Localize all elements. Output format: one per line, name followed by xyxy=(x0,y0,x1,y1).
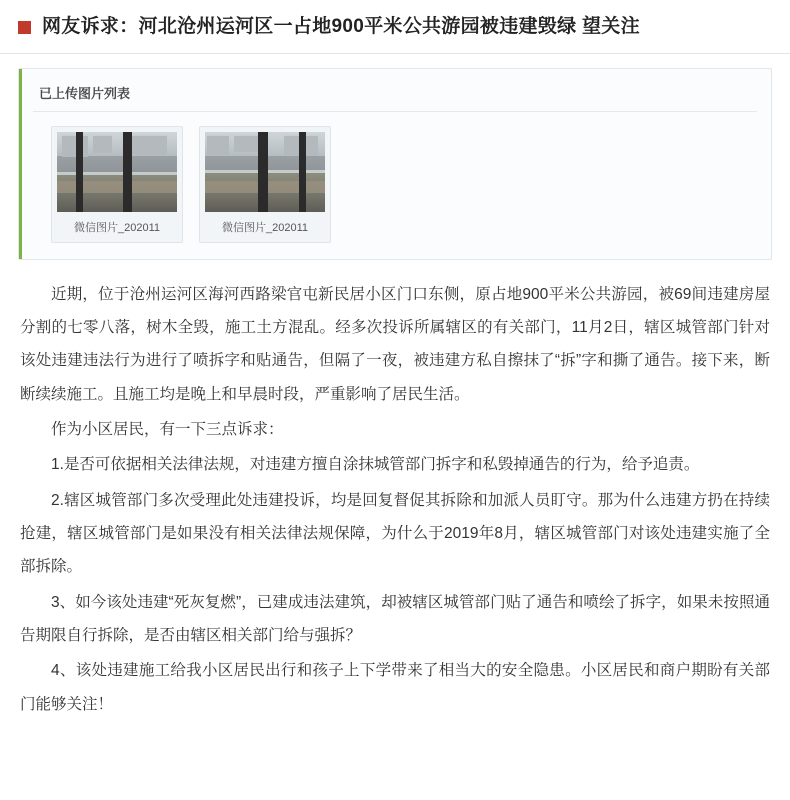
page-title: 网友诉求：河北沧州运河区一占地900平米公共游园被违建毁绿 望关注 xyxy=(42,16,640,37)
photo-pole-shape xyxy=(299,132,306,212)
article-paragraph: 作为小区居民，有一下三点诉求： xyxy=(51,421,284,439)
thumbnail-caption: 微信图片_202011 xyxy=(73,221,160,234)
photo-building-shape xyxy=(62,135,88,157)
article-paragraph: 3、如今该处违建“死灰复燃”，已建成违法建筑，却被辖区城管部门贴了通告和喷绘了拆字，如果未按照通告期限自行拆除，是否由辖区相关部门给与强拆？ xyxy=(20,593,770,644)
photo-pole-shape xyxy=(123,132,132,212)
thumbnail-item[interactable] xyxy=(199,126,331,243)
photo-dirt-region xyxy=(57,181,177,192)
thumbnail-list xyxy=(33,126,757,243)
photo-building-shape xyxy=(93,135,112,153)
page-title-bar xyxy=(0,0,790,54)
title-marker-icon xyxy=(18,21,31,34)
uploaded-images-title: 已上传图片列表 xyxy=(33,81,757,112)
thumbnail-caption: 微信图片_202011 xyxy=(221,221,308,234)
article-paragraph: 2.辖区城管部门多次受理此处违建投诉，均是回复督促其拆除和加派人员盯守。那为什么违建方扔在持续抢建，辖区城管部门是如果没有相关法律法规保障，为什么于2019年8月，辖区城管部门对该处违建实施了全部拆除。 xyxy=(20,491,770,576)
thumbnail-image[interactable] xyxy=(57,132,177,212)
photo-rail-line xyxy=(57,172,177,175)
thumbnail-image[interactable] xyxy=(205,132,325,212)
article-body xyxy=(0,260,790,721)
article-paragraph: 4、该处违建施工给我小区居民出行和孩子上下学带来了相当大的安全隐患。小区居民和商户期盼有关部门能够关注！ xyxy=(20,662,770,713)
photo-ground-region xyxy=(57,173,177,211)
uploaded-images-panel xyxy=(18,68,772,260)
panel-accent-bar xyxy=(19,69,22,259)
photo-pole-shape xyxy=(76,132,83,212)
photo-pole-shape xyxy=(258,132,268,212)
article-paragraph: 近期，位于沧州运河区海河西路梁官屯新民居小区门口东侧，原占地900平米公共游园，被69间违建房屋分割的七零八落，树木全毁，施工土方混乱。经多次投诉所属辖区的有关部门，11月2日，辖区城管部门针对该处违建违法行为进行了喷拆字和贴通告，但隔了一夜，被违建方私自擦抹了“拆”字和撕了通告。接下来，断断续续施工。且施工均是晚上和早晨时段，严重影响了居民生活。 xyxy=(20,285,770,403)
article-paragraph: 1.是否可依据相关法律法规，对违建方擅自涂抹城管部门拆字和私毁掉通告的行为，给予追责。 xyxy=(51,456,700,474)
thumbnail-item[interactable] xyxy=(51,126,183,243)
photo-building-shape xyxy=(234,135,258,152)
photo-building-shape xyxy=(207,135,229,155)
photo-building-shape xyxy=(131,135,167,155)
